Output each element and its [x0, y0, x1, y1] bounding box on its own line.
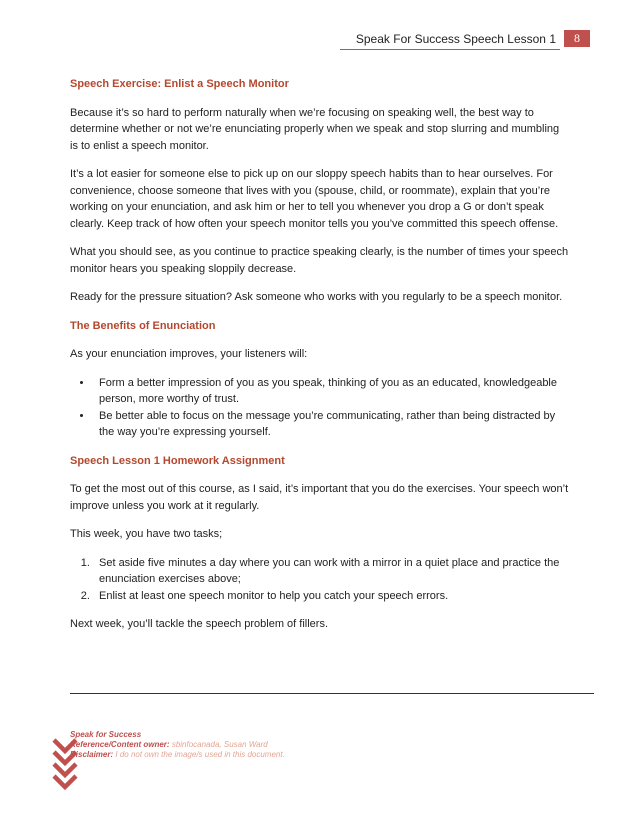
list-item: • Be better able to focus on the message you’re communicating, rather than being distracted by the way you’re expressing yourself.: [93, 408, 570, 441]
paragraph: It’s a lot easier for someone else to pick up on our sloppy speech habits than to hear ourselves. For convenience, choose someone that lives with you (spouse, child, or roommate), explain that you’re working on your enunciation, and ask him or her to tell you whenever you drop a G or don’t speak clearly. Keep track of how often your speech monitor tells you you’ve committed this speech offense.: [70, 168, 559, 230]
page-number: 8: [564, 30, 590, 47]
page-content: [70, 76, 570, 645]
paragraph: Next week, you’ll tackle the speech problem of fillers.: [70, 618, 329, 630]
header-rule: [340, 49, 560, 50]
section-heading-benefits: The Benefits of Enunciation: [70, 319, 216, 332]
paragraph: Ready for the pressure situation? Ask someone who works with you regularly to be a speech monitor.: [70, 291, 563, 303]
benefits-list: [70, 375, 570, 441]
footer-ref-label: Reference/Content owner:: [70, 740, 170, 749]
tasks-list: [70, 555, 570, 605]
paragraph: To get the most out of this course, as I said, it’s important that you do the exercises. Your speech won’t improve unless you work at it regularly.: [70, 483, 569, 512]
paragraph: What you should see, as you continue to practice speaking clearly, is the number of times your speech monitor hears you speaking sloppily decrease.: [70, 246, 569, 275]
footer-disclaimer-value: I do not own the image/s used in this document.: [115, 750, 285, 759]
header-title: Speak For Success Speech Lesson 1: [355, 32, 556, 46]
list-item: • Form a better impression of you as you speak, thinking of you as an educated, knowledgeable person, more worthy of trust.: [93, 375, 570, 408]
list-item: 2. Enlist at least one speech monitor to help you catch your speech errors.: [93, 588, 570, 605]
footer-rule: [70, 693, 594, 694]
section-heading-homework: Speech Lesson 1 Homework Assignment: [70, 454, 285, 467]
paragraph: As your enunciation improves, your listeners will:: [70, 348, 308, 360]
paragraph: Because it’s so hard to perform naturally when we’re focusing on speaking well, the best way to determine whether or not we’re enunciating properly when we speak and stop slurring and mumbling is to enlist a speech monitor.: [70, 106, 560, 152]
section-heading-monitor: Speech Exercise: Enlist a Speech Monitor: [70, 78, 289, 90]
footer-title: Speak for Success: [70, 730, 142, 739]
footer-disclaimer-label: Disclaimer:: [70, 750, 114, 759]
footer: [70, 730, 285, 760]
paragraph: This week, you have two tasks;: [70, 528, 223, 540]
list-item: 1. Set aside five minutes a day where you can work with a mirror in a quiet place and practice the enunciation exercises above;: [93, 555, 570, 588]
page-header: [0, 30, 638, 50]
footer-ref-value: sbinfocanada, Susan Ward: [171, 740, 268, 749]
